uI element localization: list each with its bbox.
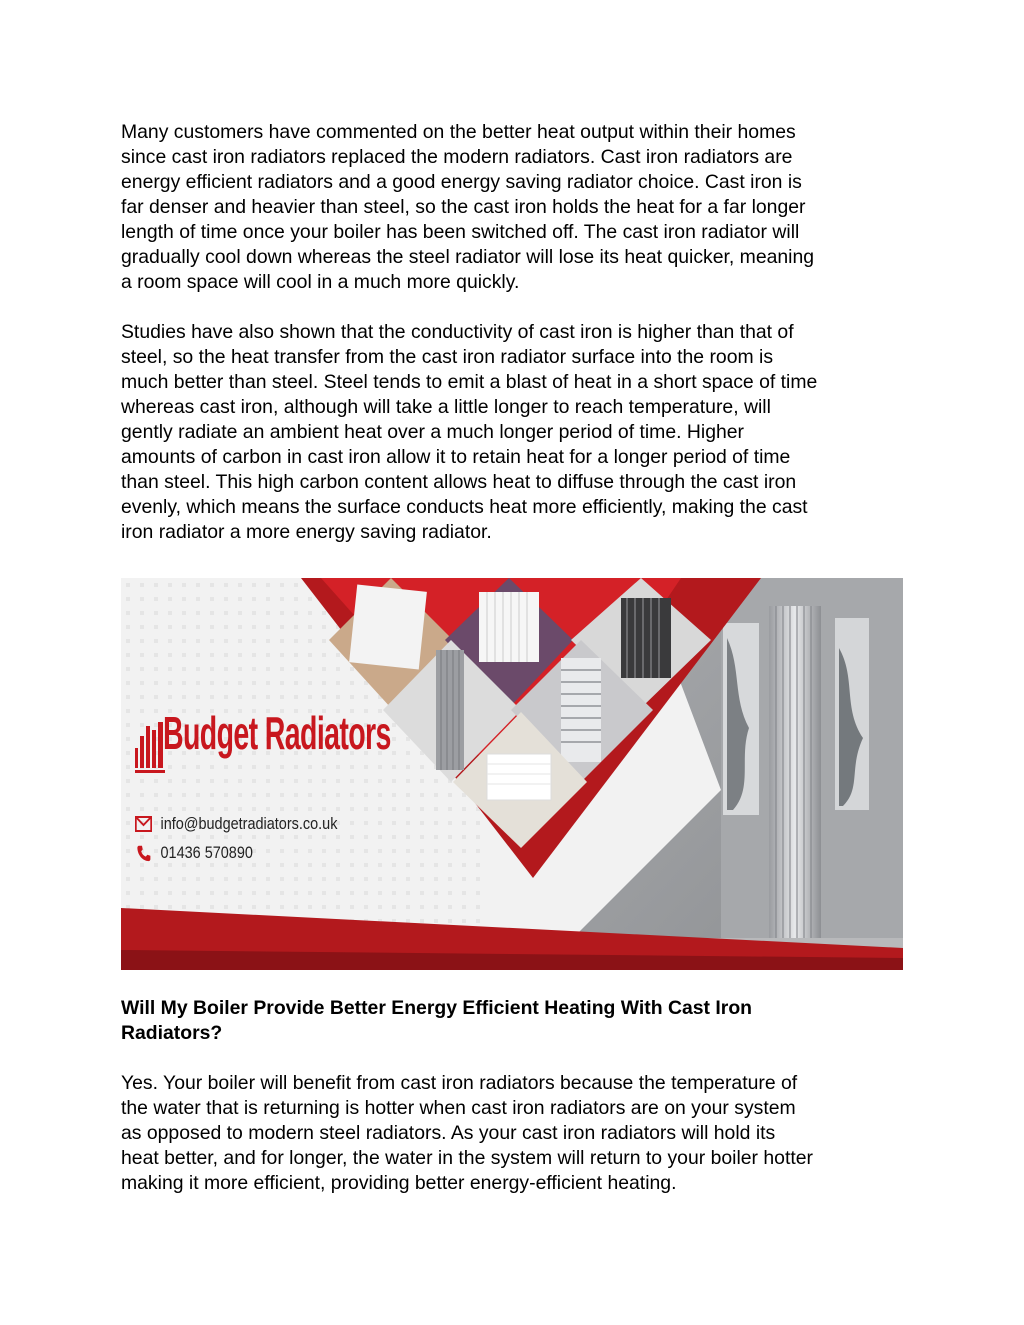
brand-logo-bars-icon [135, 718, 165, 774]
text-line: making it more efficient, providing better energy-efficient heating. [121, 1172, 677, 1194]
text-line: than steel. This high carbon content allows heat to diffuse through the cast iron [121, 471, 797, 493]
text-line: amounts of carbon in cast iron allow it to retain heat for a longer period of time [121, 446, 791, 468]
text-line: Yes. Your boiler will benefit from cast iron radiators because the temperature of [121, 1072, 798, 1094]
text-line: energy efficient radiators and a good energy saving radiator choice. Cast iron is [121, 171, 802, 193]
text-line: since cast iron radiators replaced the modern radiators. Cast iron radiators are [121, 146, 793, 168]
text-line: length of time once your boiler has been switched off. The cast iron radiator will [121, 221, 800, 243]
banner-graphic [121, 578, 903, 970]
text-line: heat better, and for longer, the water in the system will return to your boiler hotter [121, 1147, 813, 1169]
contact-phone-row [135, 843, 253, 863]
text-line: a room space will cool in a much more quickly. [121, 271, 520, 293]
contact-email-row [135, 814, 337, 834]
text-line: steel, so the heat transfer from the cast iron radiator surface into the room is [121, 346, 774, 368]
document-body [121, 120, 911, 1196]
text-line: gradually cool down whereas the steel radiator will lose its heat quicker, meaning [121, 246, 815, 268]
section-heading [121, 996, 911, 1046]
envelope-icon [135, 815, 152, 833]
text-line: much better than steel. Steel tends to emit a blast of heat in a short space of time [121, 371, 818, 393]
text-line: far denser and heavier than steel, so the cast iron holds the heat for a far longer [121, 196, 806, 218]
text-line: whereas cast iron, although will take a little longer to reach temperature, will [121, 396, 771, 418]
heading-line: Will My Boiler Provide Better Energy Efficient Heating With Cast Iron [121, 997, 753, 1019]
text-line: as opposed to modern steel radiators. As your cast iron radiators will hold its [121, 1122, 776, 1144]
contact-phone: 01436 570890 [160, 843, 253, 862]
brand-name: Budget Radiators [163, 707, 391, 759]
paragraph-conductivity [121, 320, 911, 545]
budget-radiators-banner-image [121, 578, 903, 970]
heading-line: Radiators? [121, 1022, 223, 1044]
text-line: Studies have also shown that the conductivity of cast iron is higher than that of [121, 321, 794, 343]
text-line: the water that is returning is hotter when cast iron radiators are on your system [121, 1097, 796, 1119]
contact-email: info@budgetradiators.co.uk [160, 814, 338, 833]
text-line: evenly, which means the surface conducts heat more efficiently, making the cast [121, 496, 808, 518]
paragraph-heat-output [121, 120, 911, 295]
text-line: gently radiate an ambient heat over a much longer period of time. Higher [121, 421, 745, 443]
phone-icon [135, 844, 152, 862]
text-line: Many customers have commented on the better heat output within their homes [121, 121, 796, 143]
text-line: iron radiator a more energy saving radiator. [121, 521, 492, 543]
paragraph-boiler-answer [121, 1071, 911, 1196]
